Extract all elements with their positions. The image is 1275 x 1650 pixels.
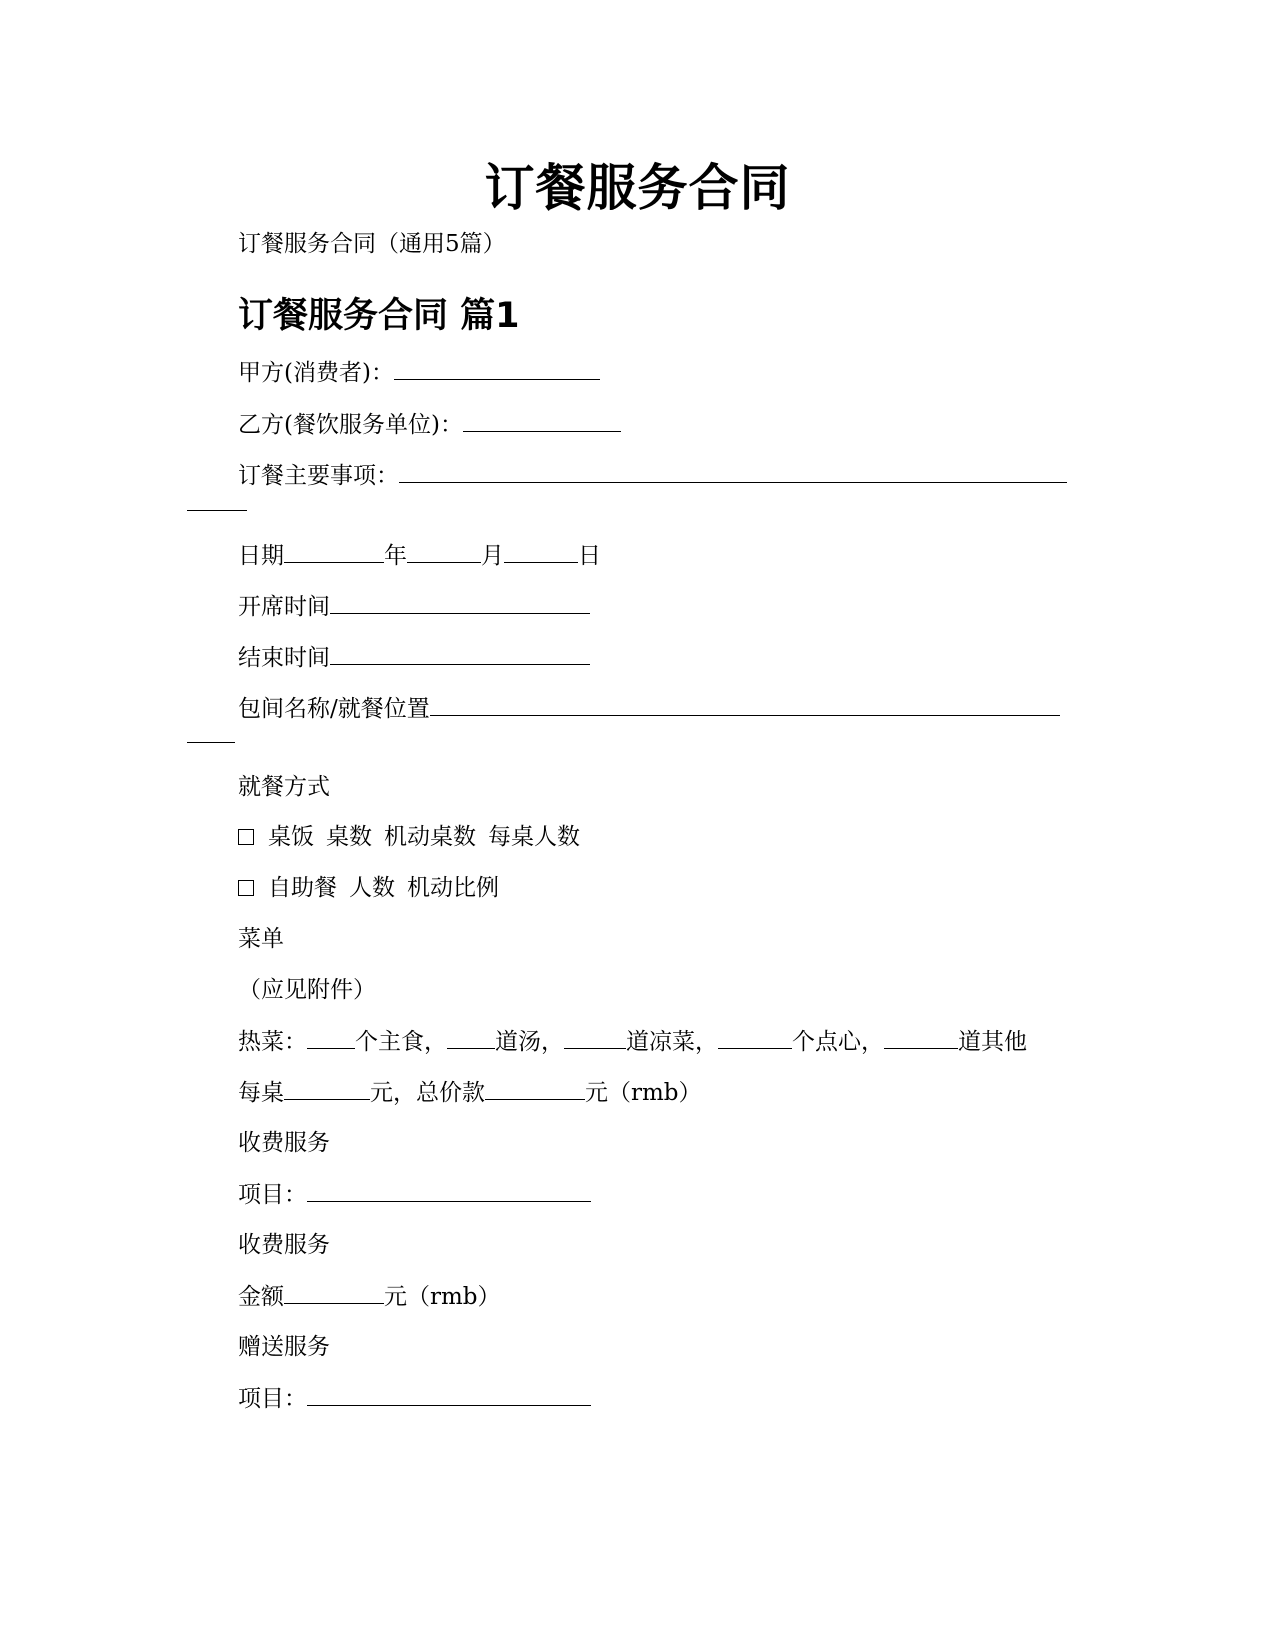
hot-dishes-label: 热菜：	[238, 1029, 307, 1055]
option1-b: 桌数	[326, 824, 372, 850]
room-line	[238, 693, 1060, 724]
hot-dishes-blank-2[interactable]	[447, 1026, 495, 1049]
main-items-line	[238, 460, 1067, 491]
month-blank[interactable]	[407, 540, 481, 563]
amount-blank[interactable]	[284, 1281, 384, 1304]
hot-dishes-blank-4[interactable]	[718, 1026, 792, 1049]
room-blank-continued	[187, 742, 235, 743]
document-title: 订餐服务合同	[484, 159, 791, 217]
option2-b: 人数	[349, 875, 395, 901]
price-line	[238, 1077, 702, 1108]
month-label: 月	[481, 543, 504, 569]
main-items-label: 订餐主要事项：	[238, 463, 399, 489]
end-time-label: 结束时间	[238, 645, 330, 671]
item-line-1	[238, 1179, 591, 1210]
option-buffet	[238, 873, 499, 903]
main-items-blank-continued	[187, 510, 247, 511]
party-a-label: 甲方(消费者)：	[238, 360, 394, 386]
day-label: 日	[578, 543, 601, 569]
day-blank[interactable]	[504, 540, 578, 563]
hot-dishes-blank-5[interactable]	[884, 1026, 958, 1049]
gift-service: 赠送服务	[238, 1334, 330, 1360]
buffet-checkbox[interactable]	[238, 880, 254, 896]
amount-unit: 元（rmb）	[384, 1284, 501, 1310]
charged-service-2: 收费服务	[238, 1232, 330, 1258]
hot-dishes-p3: 道凉菜，	[626, 1029, 718, 1055]
hot-dishes-p5: 道其他	[958, 1029, 1027, 1055]
item-blank-2[interactable]	[307, 1383, 591, 1406]
year-label: 年	[384, 543, 407, 569]
hot-dishes-line	[238, 1026, 1027, 1057]
start-time-line	[238, 591, 590, 622]
end-time-blank[interactable]	[330, 642, 590, 665]
menu-note: （应见附件）	[238, 977, 376, 1003]
party-b-line	[238, 409, 621, 440]
amount-line	[238, 1281, 501, 1312]
price-unit: 元（rmb）	[585, 1080, 702, 1106]
start-time-label: 开席时间	[238, 594, 330, 620]
party-b-blank[interactable]	[463, 409, 621, 432]
option2-a: 自助餐	[268, 875, 337, 901]
option1-c: 机动桌数	[384, 824, 476, 850]
party-a-line	[238, 357, 600, 388]
option1-d: 每桌人数	[488, 824, 580, 850]
hot-dishes-p4: 个点心，	[792, 1029, 884, 1055]
hot-dishes-p1: 个主食，	[355, 1029, 447, 1055]
amount-label: 金额	[238, 1284, 284, 1310]
room-label: 包间名称/就餐位置	[238, 696, 430, 722]
total-price-label: 元，总价款	[370, 1080, 485, 1106]
option-table-meal	[238, 822, 580, 852]
total-price-blank[interactable]	[485, 1077, 585, 1100]
hot-dishes-blank-3[interactable]	[564, 1026, 626, 1049]
option2-c: 机动比例	[407, 875, 499, 901]
party-a-blank[interactable]	[394, 357, 600, 380]
dining-method: 就餐方式	[238, 774, 330, 800]
item-label-1: 项目：	[238, 1182, 307, 1208]
party-b-label: 乙方(餐饮服务单位)：	[238, 412, 463, 438]
section-heading: 订餐服务合同 篇1	[238, 296, 520, 336]
hot-dishes-p2: 道汤，	[495, 1029, 564, 1055]
option1-a: 桌饭	[268, 824, 314, 850]
main-items-blank[interactable]	[399, 460, 1067, 483]
year-blank[interactable]	[284, 540, 384, 563]
date-label: 日期	[238, 543, 284, 569]
item-label-2: 项目：	[238, 1386, 307, 1412]
hot-dishes-blank-1[interactable]	[307, 1026, 355, 1049]
item-blank-1[interactable]	[307, 1179, 591, 1202]
subtitle: 订餐服务合同（通用5篇）	[238, 231, 506, 257]
menu-label: 菜单	[238, 926, 284, 952]
charged-service-1: 收费服务	[238, 1130, 330, 1156]
room-blank[interactable]	[430, 693, 1060, 716]
end-time-line	[238, 642, 590, 673]
per-table-blank[interactable]	[284, 1077, 370, 1100]
table-meal-checkbox[interactable]	[238, 829, 254, 845]
item-line-2	[238, 1383, 591, 1414]
date-line	[238, 540, 601, 571]
per-table-label: 每桌	[238, 1080, 284, 1106]
start-time-blank[interactable]	[330, 591, 590, 614]
